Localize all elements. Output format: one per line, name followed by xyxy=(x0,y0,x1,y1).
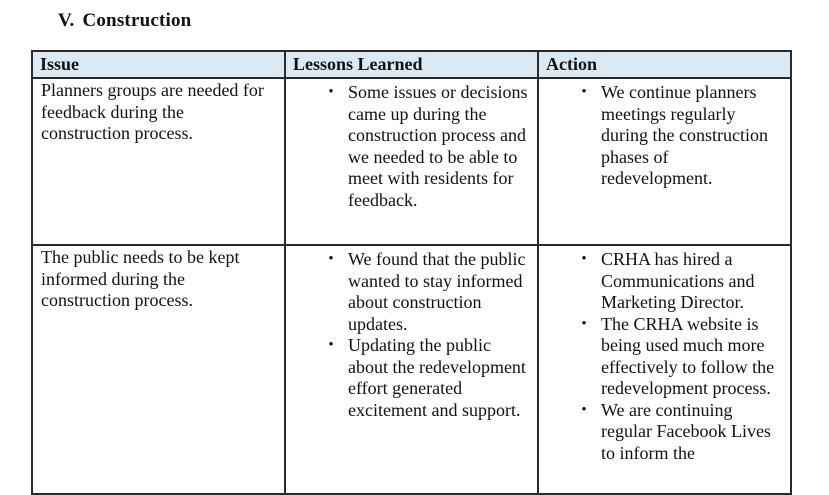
table-row xyxy=(32,245,791,494)
actions-list xyxy=(547,249,782,464)
bullet-icon: • xyxy=(328,337,334,353)
issue-cell: Planners groups are needed for feedback during the construction process. xyxy=(32,78,285,245)
bullet-icon: • xyxy=(581,401,587,418)
actions-list xyxy=(547,82,782,190)
table-header-row xyxy=(32,51,791,78)
list-item-text: We found that the public wanted to stay informed about construction updates. xyxy=(348,249,526,334)
lessons-list xyxy=(294,249,529,421)
header-action: Action xyxy=(538,51,791,78)
list-item xyxy=(547,314,782,400)
action-cell xyxy=(538,78,791,245)
issue-cell: The public needs to be kept informed during the construction process. xyxy=(32,245,285,494)
list-item-text: We are continuing regular Facebook Lives to inform the xyxy=(601,399,771,463)
bullet-icon: • xyxy=(328,84,334,100)
header-lessons-learned: Lessons Learned xyxy=(285,51,538,78)
list-item-text: We continue planners meetings regularly during the construction phases of redevelopment. xyxy=(601,82,768,188)
table-row xyxy=(32,78,791,245)
list-item xyxy=(294,249,529,335)
section-heading xyxy=(58,10,191,32)
lessons-learned-table xyxy=(31,50,792,495)
bullet-icon: • xyxy=(581,315,587,332)
list-item xyxy=(294,335,529,421)
bullet-icon: • xyxy=(328,251,334,267)
lessons-cell xyxy=(285,245,538,494)
list-item-text: Some issues or decisions came up during the construction process and we needed to be able to meet with residents for feedback. xyxy=(348,82,528,210)
header-issue: Issue xyxy=(32,51,285,78)
lessons-list xyxy=(294,82,529,211)
list-item-text: CRHA has hired a Communications and Marketing Director. xyxy=(601,249,755,312)
list-item xyxy=(547,249,782,314)
list-item xyxy=(294,82,529,211)
section-number: V. xyxy=(58,10,75,31)
bullet-icon: • xyxy=(581,84,587,100)
list-item-text: The CRHA website is being used much more effectively to follow the redevelopment process. xyxy=(601,313,775,398)
list-item xyxy=(547,82,782,190)
action-cell xyxy=(538,245,791,494)
bullet-icon: • xyxy=(581,251,587,267)
list-item-text: Updating the public about the redevelopment effort generated excitement and support. xyxy=(348,335,526,420)
lessons-cell xyxy=(285,78,538,245)
section-title: Construction xyxy=(82,10,192,31)
list-item xyxy=(547,400,782,465)
